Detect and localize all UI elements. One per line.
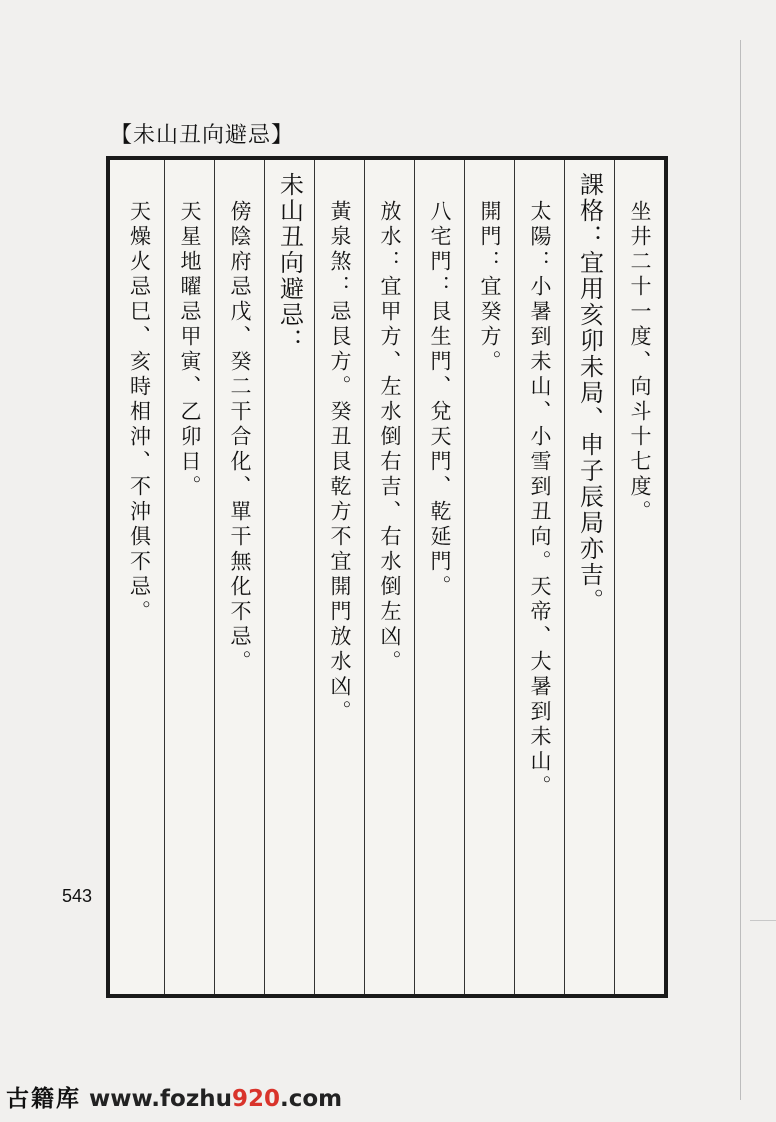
column-9-text: 傍陰府忌戊、癸二干合化、單干無化不忌。 [228, 200, 252, 675]
column-8 [264, 160, 314, 994]
column-10-text: 天星地曜忌甲寅、乙卯日。 [178, 200, 202, 500]
page-edge-line [740, 40, 741, 1100]
page-number: 543 [62, 886, 93, 906]
footer-url-suffix: .com [279, 1086, 343, 1112]
column-11 [114, 160, 164, 994]
column-4-text: 開門：宜癸方。 [478, 200, 502, 375]
column-3-text: 太陽：小暑到未山、小雪到丑向。天帝、大暑到未山。 [528, 200, 552, 800]
column-2-text: 課格：宜用亥卯未局、申子辰局亦吉。 [575, 172, 604, 614]
column-11-text: 天燥火忌巳、亥時相沖、不沖俱不忌。 [127, 200, 152, 625]
column-7-text: 黃泉煞：忌艮方。癸丑艮乾方不宜開門放水凶。 [328, 200, 352, 725]
column-6-text: 放水：宜甲方、左水倒右吉、右水倒左凶。 [378, 200, 402, 675]
footer-watermark [6, 1080, 342, 1113]
footer-url-number: 920 [231, 1086, 280, 1112]
column-10 [164, 160, 214, 994]
column-6 [364, 160, 414, 994]
column-5 [414, 160, 464, 994]
column-5-text: 八宅門：艮生門、兌天門、乾延門。 [428, 200, 452, 600]
footer-url-prefix: www.fozhu [89, 1086, 232, 1112]
column-3 [514, 160, 564, 994]
footer-site-name: 古籍库 [6, 1086, 81, 1112]
column-1-text: 坐井二十一度、向斗十七度。 [628, 200, 652, 525]
column-9 [214, 160, 264, 994]
section-heading: 【未山丑向避忌】 [110, 123, 295, 148]
column-8-text: 未山丑向避忌： [275, 172, 304, 354]
column-1 [614, 160, 664, 994]
text-frame [106, 156, 668, 998]
column-2 [564, 160, 614, 994]
column-4 [464, 160, 514, 994]
column-7 [314, 160, 364, 994]
page-edge-mark [750, 920, 776, 921]
